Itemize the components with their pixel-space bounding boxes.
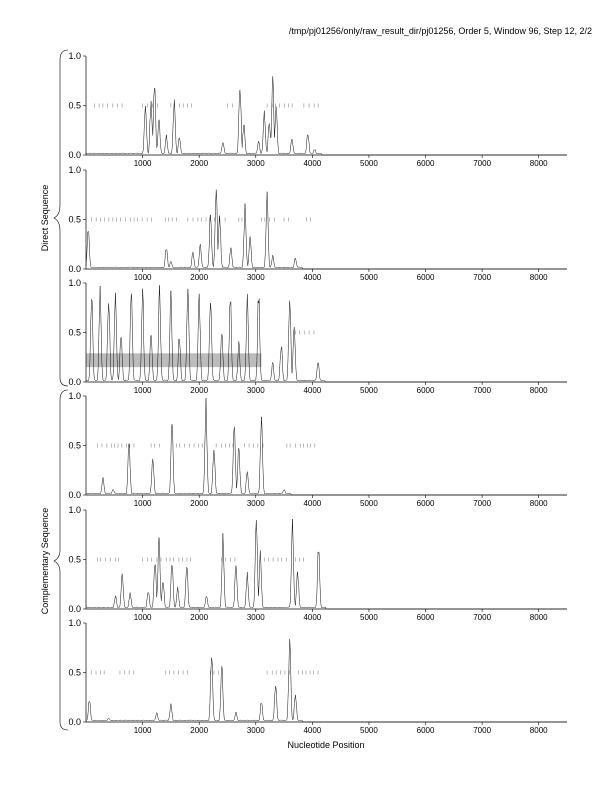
- x-tick-label: 2000: [190, 159, 209, 168]
- y-tick-label: 0.0: [68, 490, 81, 500]
- x-tick-label: 4000: [303, 273, 322, 282]
- y-tick-label: 1.0: [68, 618, 81, 628]
- group-bracket-direct: [40, 50, 68, 386]
- x-axis-label: Nucleotide Position: [287, 740, 365, 750]
- x-tick-label: 3000: [246, 159, 265, 168]
- y-tick-label: 0.5: [68, 214, 81, 225]
- y-tick-label: 0.5: [68, 327, 81, 338]
- signal-line: [86, 519, 567, 609]
- group-bracket-complementary: [40, 390, 68, 730]
- x-tick-label: 2000: [190, 386, 209, 395]
- x-tick-label: 3000: [246, 273, 265, 282]
- x-tick-label: 8000: [529, 499, 548, 508]
- x-tick-label: 5000: [360, 499, 378, 508]
- x-tick-label: 6000: [416, 273, 435, 282]
- x-tick-label: 1000: [133, 499, 152, 508]
- x-tick-label: 2000: [190, 273, 209, 282]
- x-tick-label: 1000: [133, 159, 152, 168]
- x-tick-label: 1000: [133, 386, 152, 395]
- panels: [68, 51, 567, 735]
- panel-6: [68, 618, 567, 735]
- x-tick-label: 8000: [529, 273, 548, 282]
- x-tick-label: 4000: [303, 386, 322, 395]
- y-tick-label: 0.0: [68, 150, 81, 160]
- x-tick-label: 5000: [360, 159, 378, 168]
- panel-1: [68, 51, 567, 168]
- panel-2: [68, 165, 567, 282]
- x-tick-label: 8000: [529, 386, 548, 395]
- x-tick-label: 1000: [133, 273, 152, 282]
- y-tick-label: 0.0: [68, 377, 81, 387]
- x-tick-label: 2000: [190, 499, 209, 508]
- x-tick-label: 3000: [246, 499, 265, 508]
- panel-4: [68, 391, 567, 508]
- x-tick-label: 2000: [190, 613, 209, 622]
- group-label-direct: Direct Sequence: [40, 184, 50, 252]
- y-tick-label: 1.0: [68, 505, 81, 515]
- y-tick-label: 0.5: [68, 554, 81, 565]
- y-tick-label: 0.5: [68, 667, 81, 678]
- y-tick-label: 1.0: [68, 391, 81, 401]
- x-tick-label: 8000: [529, 159, 548, 168]
- bracket-direct-shape: [54, 50, 68, 386]
- signal-line: [86, 190, 567, 269]
- x-tick-label: 8000: [529, 613, 548, 622]
- x-tick-label: 4000: [303, 499, 322, 508]
- y-tick-label: 0.0: [68, 717, 81, 727]
- x-tick-label: 4000: [303, 726, 322, 735]
- y-tick-label: 0.0: [68, 604, 81, 614]
- y-tick-label: 1.0: [68, 51, 81, 61]
- y-tick-label: 0.0: [68, 264, 81, 274]
- x-tick-label: 6000: [416, 159, 435, 168]
- y-tick-label: 1.0: [68, 165, 81, 175]
- x-tick-label: 8000: [529, 726, 548, 735]
- x-tick-label: 6000: [416, 499, 435, 508]
- x-tick-label: 6000: [416, 726, 435, 735]
- x-tick-label: 3000: [246, 726, 265, 735]
- y-tick-label: 0.5: [68, 100, 81, 111]
- file-header: /tmp/pj01256/only/raw_result_dir/pj01256, Order 5, Window 96, Step 12, 2/2: [288, 26, 592, 36]
- x-tick-label: 1000: [133, 613, 152, 622]
- x-tick-label: 4000: [303, 159, 322, 168]
- x-tick-label: 7000: [473, 613, 492, 622]
- x-tick-label: 1000: [133, 726, 152, 735]
- signal-line: [86, 398, 567, 495]
- x-tick-label: 7000: [473, 159, 492, 168]
- panel-3: [68, 278, 567, 395]
- x-tick-label: 6000: [416, 386, 435, 395]
- x-tick-label: 5000: [360, 273, 378, 282]
- group-label-complementary: Complementary Sequence: [40, 507, 50, 615]
- x-tick-label: 2000: [190, 726, 209, 735]
- signal-line: [86, 76, 567, 155]
- y-tick-label: 0.5: [68, 440, 81, 451]
- x-tick-label: 7000: [473, 499, 492, 508]
- signal-line: [86, 639, 567, 722]
- x-tick-label: 4000: [303, 613, 322, 622]
- x-tick-label: 7000: [473, 273, 492, 282]
- x-tick-label: 7000: [473, 386, 492, 395]
- x-tick-label: 5000: [360, 386, 378, 395]
- x-tick-label: 3000: [246, 386, 265, 395]
- x-tick-label: 5000: [360, 613, 378, 622]
- bracket-complementary-shape: [54, 390, 68, 730]
- significance-band: [86, 353, 261, 367]
- y-tick-label: 1.0: [68, 278, 81, 288]
- x-tick-label: 5000: [360, 726, 378, 735]
- panel-5: [68, 505, 567, 622]
- x-tick-label: 7000: [473, 726, 492, 735]
- x-tick-label: 6000: [416, 613, 435, 622]
- x-tick-label: 3000: [246, 613, 265, 622]
- signal-line: [86, 285, 567, 382]
